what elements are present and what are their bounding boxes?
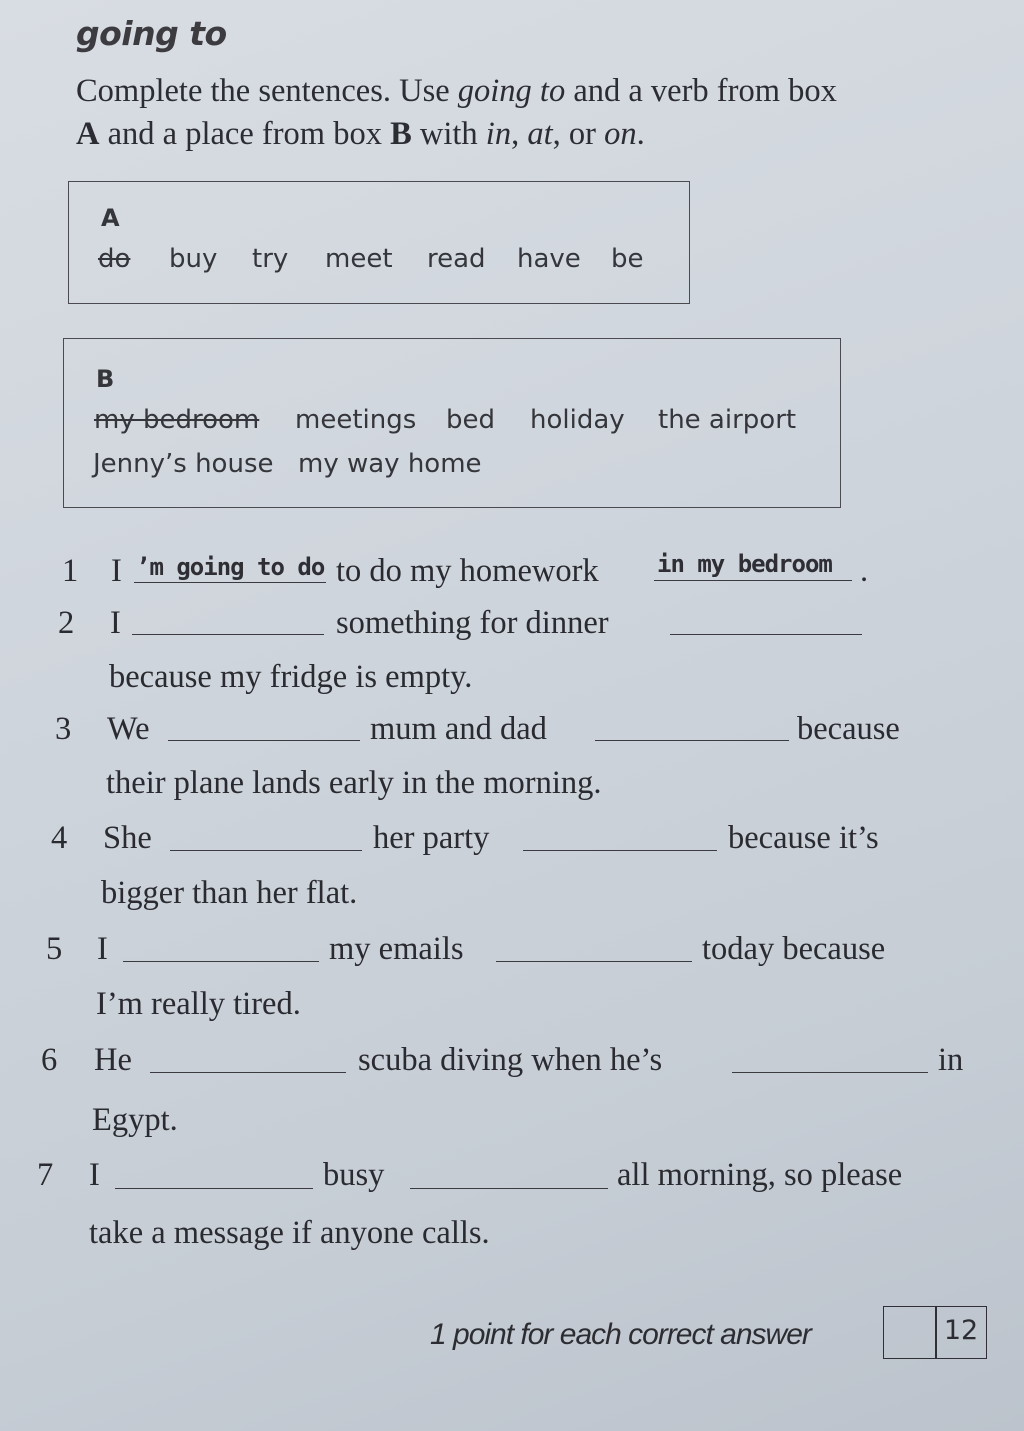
answer-blank[interactable] — [132, 634, 324, 635]
answer-blank[interactable] — [410, 1188, 608, 1189]
answer-blank[interactable] — [496, 961, 692, 962]
word-box-b — [63, 338, 841, 508]
box-b-word: holiday — [530, 405, 625, 435]
score-entry-box[interactable] — [883, 1306, 937, 1359]
box-b-word: Jenny’s house — [93, 449, 274, 479]
box-a-word: have — [517, 244, 581, 274]
sentence-number: 7 — [37, 1157, 54, 1193]
answer-blank[interactable] — [150, 1072, 346, 1073]
sentence-number: 1 — [62, 553, 79, 589]
answer-blank[interactable] — [115, 1188, 313, 1189]
box-a-word: buy — [169, 244, 218, 274]
box-a-word: read — [427, 244, 486, 274]
sentence-text: her party — [373, 820, 490, 856]
score-total-box — [935, 1306, 987, 1359]
sentence-text: because my fridge is empty. — [109, 659, 473, 695]
instructions: Complete the sentences. Use going to and a verb from box A and a place from box B with in, at, or on. — [76, 73, 837, 152]
sentence-text: all morning, so please — [617, 1157, 903, 1193]
sentence-text: I’m really tired. — [96, 986, 301, 1022]
sentence-text: mum and dad — [370, 711, 547, 747]
answer-blank[interactable] — [123, 961, 319, 962]
sentence-text: in — [938, 1042, 964, 1078]
sentence-text: take a message if anyone calls. — [89, 1215, 490, 1251]
handwritten-answer: in my bedroom — [657, 550, 832, 578]
scoring-note: 1 point for each correct answer — [430, 1318, 811, 1351]
section-title: going to — [76, 14, 227, 53]
answer-blank[interactable] — [732, 1072, 928, 1073]
answer-blank[interactable] — [134, 582, 326, 583]
sentence-text: . — [860, 553, 869, 589]
sentence-number: 3 — [55, 711, 72, 747]
sentence-text: Egypt. — [92, 1102, 178, 1138]
box-a-word: do — [98, 244, 131, 274]
box-b-word: my bedroom — [94, 405, 260, 435]
box-b-word: meetings — [295, 405, 417, 435]
sentence-number: 5 — [46, 931, 63, 967]
sentence-number: 4 — [51, 820, 68, 856]
sentence-text: to do my homework — [336, 553, 599, 589]
sentence-text: because — [797, 711, 900, 747]
sentence-text: I — [110, 605, 121, 641]
answer-blank[interactable] — [168, 740, 360, 741]
word-box-a — [68, 181, 690, 304]
score-total: 12 — [943, 1315, 979, 1346]
box-a-label: A — [101, 204, 120, 232]
sentence-text: something for dinner — [336, 605, 609, 641]
answer-blank[interactable] — [170, 850, 362, 851]
sentence-text: I — [111, 553, 122, 589]
sentence-number: 6 — [41, 1042, 58, 1078]
sentence-number: 2 — [58, 605, 75, 641]
box-a-word: try — [252, 244, 289, 274]
sentence-text: She — [103, 820, 152, 856]
box-b-label: B — [96, 365, 115, 393]
box-b-word: my way home — [298, 449, 482, 479]
sentence-text: We — [107, 711, 150, 747]
sentence-text: busy — [323, 1157, 385, 1193]
sentence-text: because it’s — [728, 820, 879, 856]
sentence-text: their plane lands early in the morning. — [106, 765, 602, 801]
answer-blank[interactable] — [670, 634, 862, 635]
sentence-text: He — [94, 1042, 132, 1078]
sentence-text: bigger than her flat. — [101, 875, 358, 911]
handwritten-answer: ’m going to do — [136, 553, 325, 581]
answer-blank[interactable] — [595, 740, 789, 741]
sentence-text: today because — [702, 931, 886, 967]
box-a-word: meet — [325, 244, 393, 274]
sentence-text: I — [97, 931, 108, 967]
box-a-word: be — [611, 244, 644, 274]
sentence-text: scuba diving when he’s — [358, 1042, 663, 1078]
box-b-word: bed — [446, 405, 496, 435]
sentence-text: my emails — [329, 931, 464, 967]
answer-blank[interactable] — [523, 850, 717, 851]
sentence-text: I — [89, 1157, 100, 1193]
answer-blank[interactable] — [654, 580, 852, 581]
box-b-word: the airport — [658, 405, 797, 435]
